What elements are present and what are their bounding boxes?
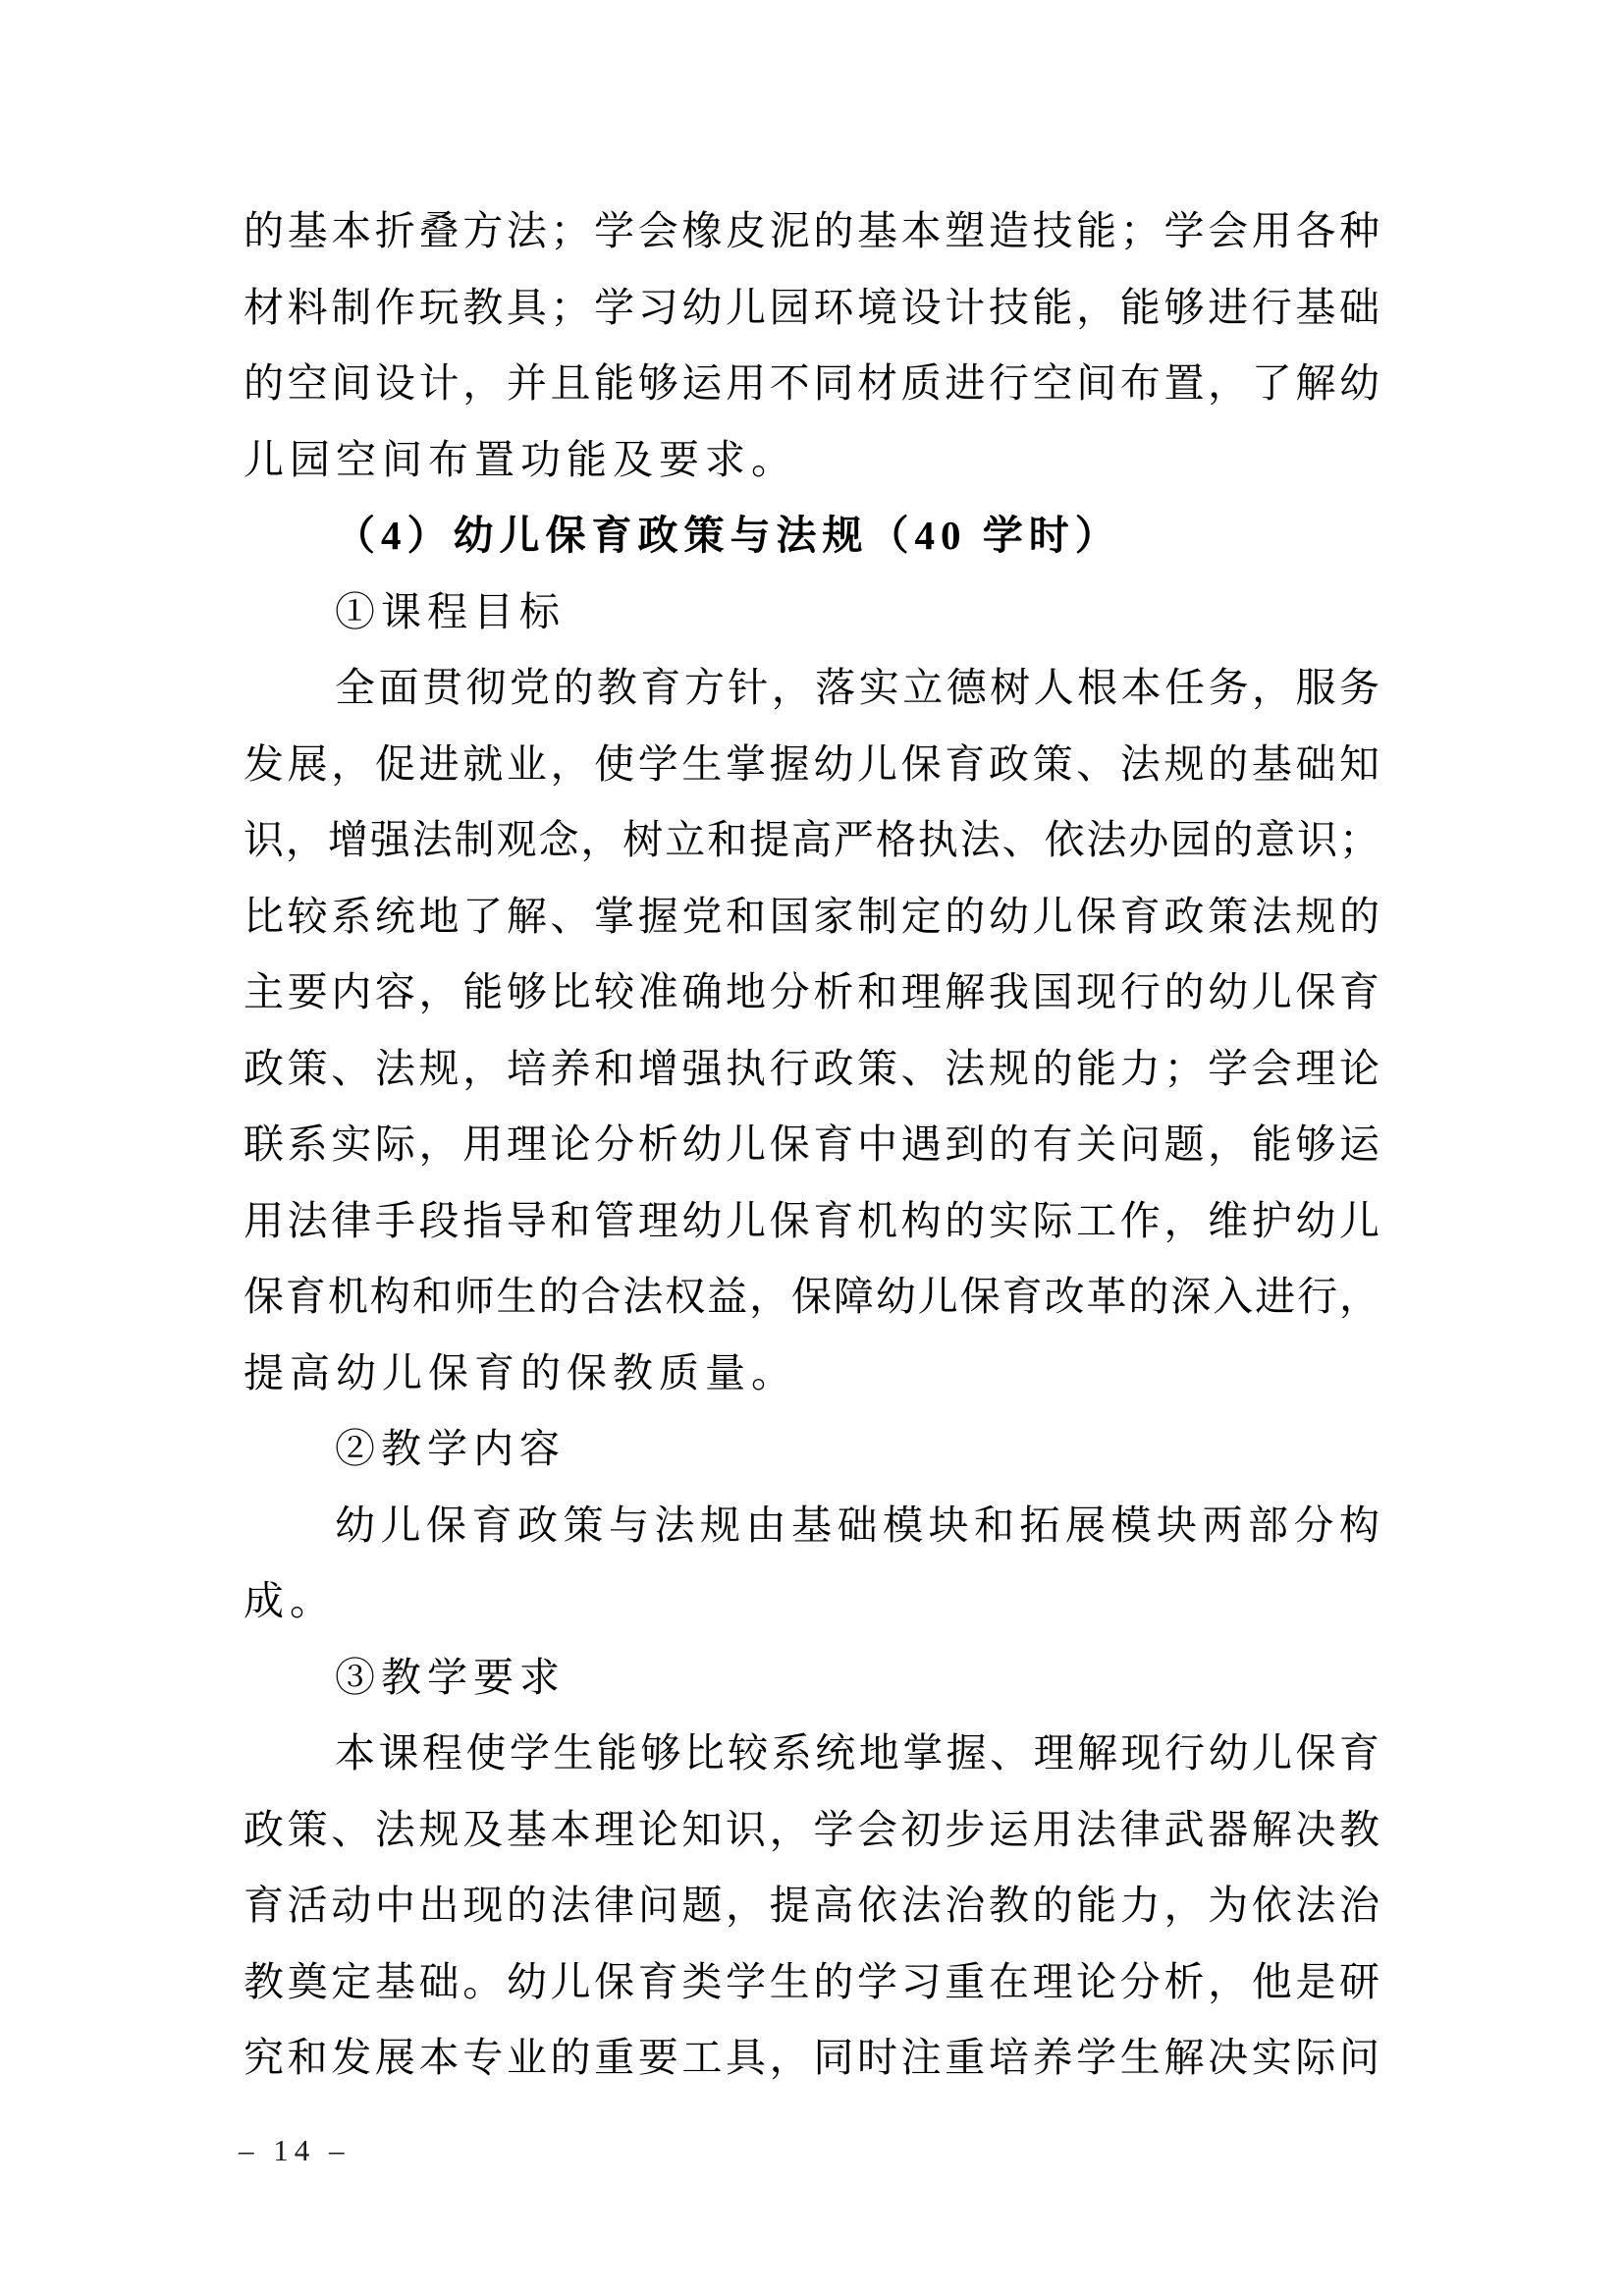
body-line: 成。 [243,1578,336,1623]
body-line: 联系实际，用理论分析幼儿保育中遇到的有关问题，能够运 [243,1121,1380,1167]
body-line: 本课程使学生能够比较系统地掌握、理解现行幼儿保育 [335,1730,1380,1776]
body-line: 比较系统地了解、掌握党和国家制定的幼儿保育政策法规的 [243,893,1380,939]
page-number: – 14 – [239,2133,351,2167]
body-line: 保育机构和师生的合法权益，保障幼儿保育改革的深入进行， [243,1274,1380,1319]
body-line: 用法律手段指导和管理幼儿保育机构的实际工作，维护幼儿 [243,1197,1380,1243]
body-line: 材料制作玩教具；学习幼儿园环境设计技能，能够进行基础 [243,284,1380,330]
body-line: 教奠定基础。幼儿保育类学生的学习重在理论分析，他是研 [243,1958,1380,2004]
body-line: 的空间设计，并且能够运用不同材质进行空间布置，了解幼 [243,360,1380,406]
subheading-teaching-content: ②教学内容 [335,1426,566,1471]
body-line: 幼儿保育政策与法规由基础模块和拓展模块两部分构 [335,1502,1380,1548]
body-line: 儿园空间布置功能及要求。 [243,436,797,482]
body-line: 发展，促进就业，使学生掌握幼儿保育政策、法规的基础知 [243,740,1380,787]
body-line: 主要内容，能够比较准确地分析和理解我国现行的幼儿保育 [243,969,1380,1014]
subheading-teaching-requirements: ③教学要求 [335,1654,566,1700]
text-block [243,193,1380,2097]
subheading-course-goal: ①课程目标 [335,588,566,634]
body-line: 识，增强法制观念，树立和提高严格执法、依法办园的意识； [243,817,1380,862]
body-line: 政策、法规及基本理论知识，学会初步运用法律武器解决教 [243,1806,1380,1852]
body-line: 政策、法规，培养和增强执行政策、法规的能力；学会理论 [243,1045,1380,1091]
body-line: 究和发展本专业的重要工具，同时注重培养学生解决实际问 [243,2035,1380,2080]
body-line: 提高幼儿保育的保教质量。 [243,1349,797,1395]
body-line: 的基本折叠方法；学会橡皮泥的基本塑造技能；学会用各种 [243,208,1380,253]
body-line: 育活动中出现的法律问题，提高依法治教的能力，为依法治 [243,1883,1380,1928]
body-line: 全面贯彻党的教育方针，落实立德树人根本任务，服务 [335,665,1380,710]
section-heading: （4）幼儿保育政策与法规（40 学时） [335,513,1121,558]
